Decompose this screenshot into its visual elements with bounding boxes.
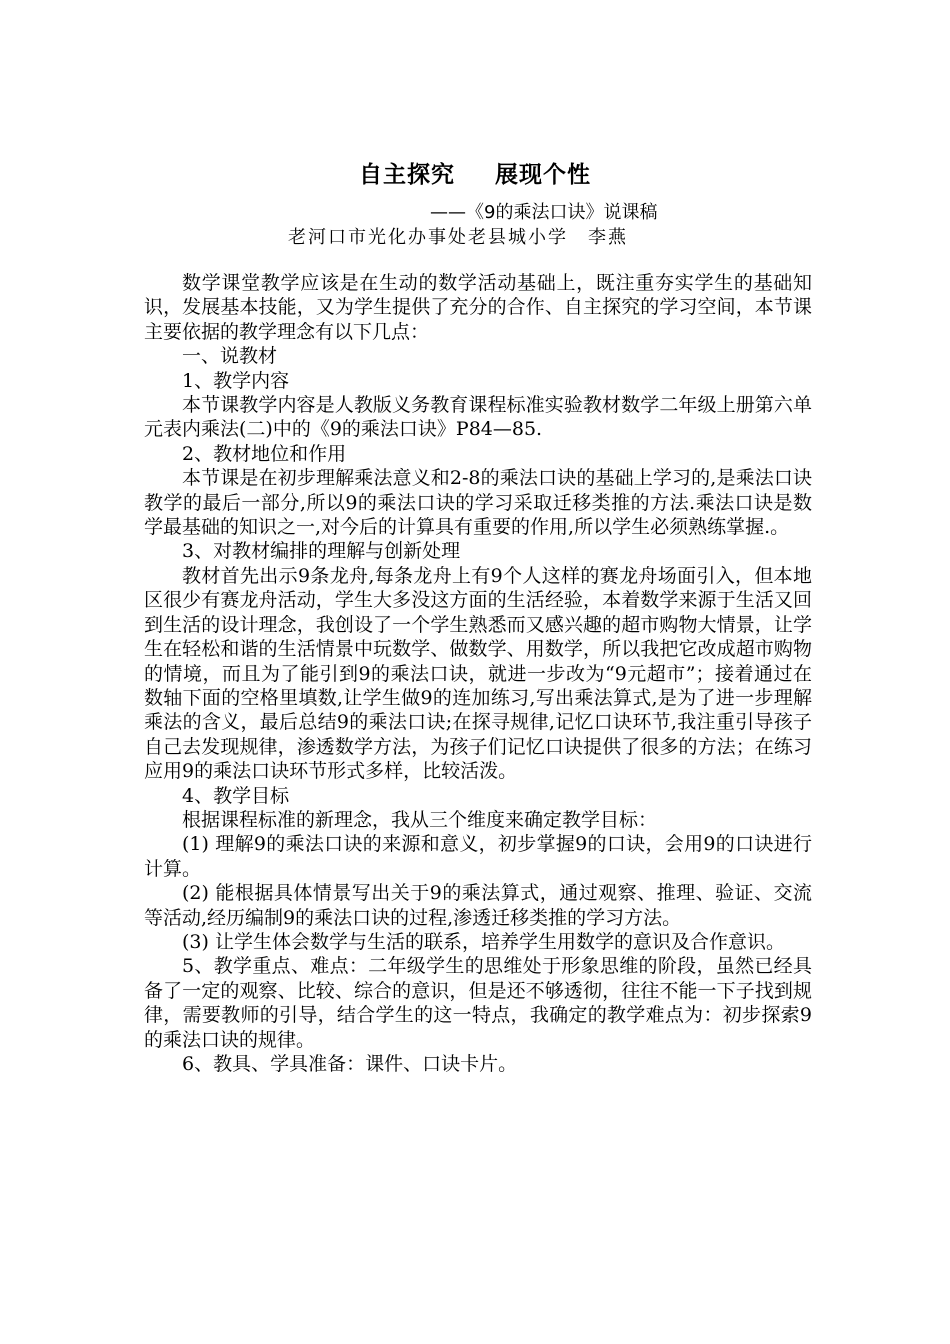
subsection-heading: 3、对教材编排的理解与创新处理 xyxy=(182,540,461,563)
subsection-heading: 2、教材地位和作用 xyxy=(182,442,347,465)
document-author: 老河口市光化办事处老县城小学 李燕 xyxy=(288,227,628,248)
title-left: 自主探究 xyxy=(359,162,455,188)
list-item: (1) 理解9的乘法口诀的来源和意义，初步掌握9的口诀，会用9的口诀进行计算。 xyxy=(144,833,812,880)
subsection-heading: 4、教学目标 xyxy=(182,784,290,807)
paragraph: 本节课教学内容是人教版义务教育课程标准实验教材数学二年级上册第六单元表内乘法(二)中的《9的乘法口诀》P84—85. xyxy=(144,394,812,441)
section-heading: 一、说教材 xyxy=(182,345,278,368)
document-subtitle: ——《9的乘法口诀》说课稿 xyxy=(430,202,658,223)
title-right: 展现个性 xyxy=(495,162,591,188)
paragraph: 6、教具、学具准备：课件、口诀卡片。 xyxy=(182,1053,518,1075)
list-item: (2) 能根据具体情景写出关于9的乘法算式，通过观察、推理、验证、交流等活动,经历编制9的乘法口诀的过程,渗透迁移类推的学习方法。 xyxy=(144,882,812,929)
document-title xyxy=(0,158,950,192)
paragraph: 本节课是在初步理解乘法意义和2-8的乘法口诀的基础上学习的,是乘法口诀教学的最后一部分,所以9的乘法口诀的学习采取迁移类推的方法.乘法口诀是数学最基础的知识之一,对今后的计算具有重要的作用,所以学生必须熟练掌握.。 xyxy=(144,467,812,539)
paragraph: 5、教学重点、难点：二年级学生的思维处于形象思维的阶段，虽然已经具备了一定的观察、比较、综合的意识，但是还不够透彻，往往不能一下子找到规律，需要教师的引导，结合学生的这一特点，我确定的教学难点为：初步探索9的乘法口诀的规律。 xyxy=(144,955,812,1051)
subsection-heading: 1、教学内容 xyxy=(182,369,290,392)
list-item: (3) 让学生体会数学与生活的联系，培养学生用数学的意识及合作意识。 xyxy=(182,930,785,953)
paragraph: 根据课程标准的新理念，我从三个维度来确定教学目标： xyxy=(182,808,658,831)
paragraph: 教材首先出示9条龙舟,每条龙舟上有9个人这样的赛龙舟场面引入，但本地区很少有赛龙舟活动，学生大多没这方面的生活经验，本着数学来源于生活又回到生活的设计理念，我创设了一个学生熟悉而又感兴趣的超市购物大情景，让学生在轻松和谐的生活情景中玩数学、做数学、用数学，所以我把它改成超市购物的情境，而且为了能引到9的乘法口诀，就进一步改为“9元超市”；接着通过在数轴下面的空格里填数,让学生做9的连加练习,写出乘法算式,是为了进一步理解乘法的含义，最后总结9的乘法口诀;在探寻规律,记忆口诀环节,我注重引导孩子自己去发现规律，渗透数学方法，为孩子们记忆口诀提供了很多的方法；在练习应用9的乘法口诀环节形式多样，比较活泼。 xyxy=(144,564,812,783)
document-body xyxy=(144,271,812,1076)
paragraph: 数学课堂教学应该是在生动的数学活动基础上，既注重夯实学生的基础知识，发展基本技能，又为学生提供了充分的合作、自主探究的学习空间，本节课主要依据的教学理念有以下几点： xyxy=(144,272,812,343)
